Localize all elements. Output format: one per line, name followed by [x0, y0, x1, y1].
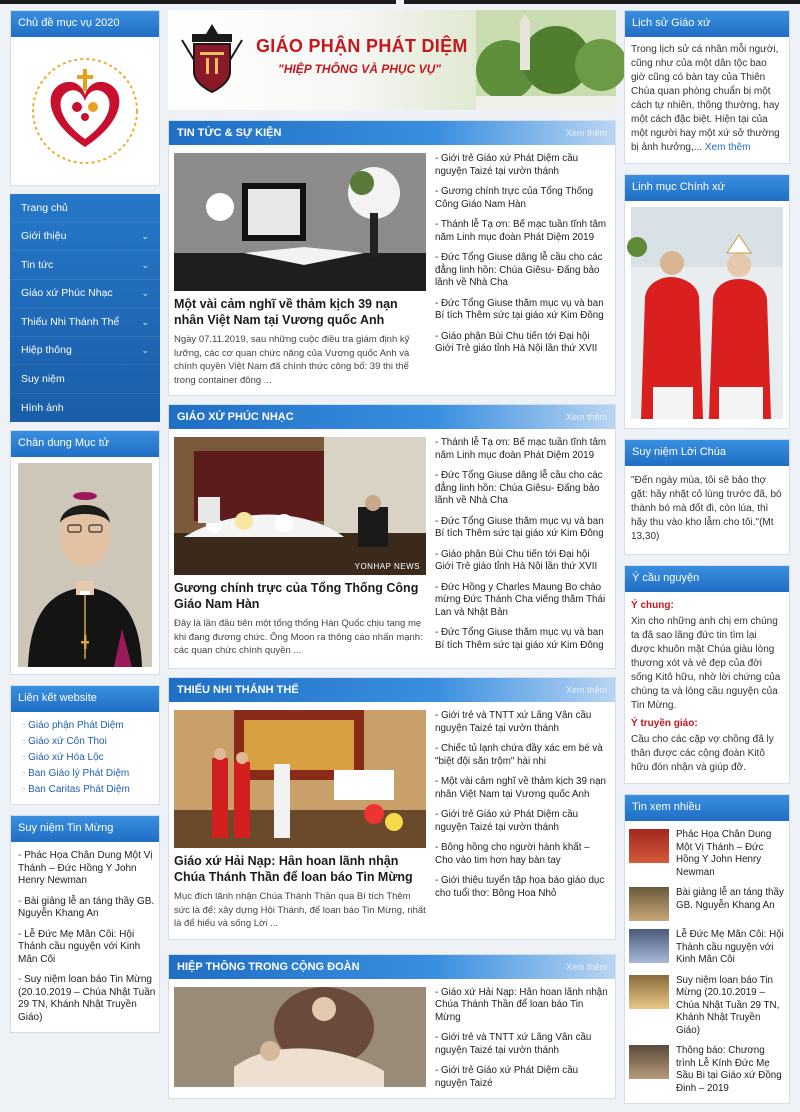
popular-box [624, 794, 790, 1104]
history-title: Lịch sử Giáo xứ [625, 11, 789, 37]
section-title[interactable]: TIN TỨC & SỰ KIỆN [177, 127, 282, 139]
popular-item[interactable] [629, 829, 785, 879]
theme-title: Chủ đề mục vụ 2020 [11, 11, 159, 37]
portrait-box [10, 430, 160, 675]
list-item[interactable]: - Giới trẻ Giáo xứ Phát Diệm cầu nguyện Taizé tại vườn thánh [435, 153, 610, 178]
link-item[interactable]: ○ Giáo xứ Hóa Lộc [21, 752, 152, 763]
pieta-statue-image-icon [174, 987, 426, 1087]
nav-item-communion[interactable] [10, 337, 160, 366]
list-item[interactable]: - Đức Tổng Giuse thăm mục vụ và ban Bí tích Thêm sức tại giáo xứ Kim Đông [435, 298, 610, 323]
gospel-item[interactable]: - Bài giảng lễ an táng thầy GB. Nguyễn Khang An [14, 896, 156, 921]
nav-label: Thiếu Nhi Thánh Thể [21, 315, 120, 328]
left-column [10, 10, 160, 1041]
nav-label: Tin tức [21, 258, 54, 271]
bishop-portrait[interactable] [18, 463, 152, 667]
section-title[interactable]: THIẾU NHI THÁNH THỂ [177, 684, 299, 696]
link-item[interactable]: ○ Giáo xứ Côn Thoi [21, 736, 152, 747]
list-item[interactable]: - Đức Tổng Giuse dâng lễ cầu cho các đẳng linh hồn: Chúa Giêsu- Đấng bảo lãnh về Nhà Cha [435, 470, 610, 508]
side-news-list [426, 987, 610, 1099]
nav-item-home[interactable] [10, 194, 160, 223]
prayer-general-label: Ý chung: [631, 600, 674, 611]
history-more-link[interactable]: Xem thêm [704, 142, 751, 153]
section-header [169, 121, 615, 145]
gospel-box [10, 815, 160, 1033]
link-item[interactable]: ○ Ban Caritas Phát Diệm [21, 784, 152, 795]
gospel-item[interactable]: - Suy niệm loan báo Tin Mừng (20.10.2019 – Chúa Nhật Tuần 29 TN, Khánh Nhật Truyền Giáo) [14, 974, 156, 1024]
history-text: Trong lịch sử cá nhân mỗi người, cũng như của một dân tộc bao giờ cũng có bàn tay của Thiên Chúa quan phòng chuẩn bị một cách tự nhiên, thông thường, hay một cách đặc biệt. Hiện tại của một người hay một xứ sở thường bị ảnh hưởng,... [631, 44, 780, 153]
word-box [624, 439, 790, 555]
thumbnail-icon [629, 887, 669, 921]
chevron-down-icon: ⌄ [141, 288, 149, 298]
list-item[interactable]: - Giáo phận Bùi Chu tiến tới Đại hội Giới Trẻ giáo tỉnh Hà Nội lần thứ XVII [435, 549, 610, 574]
image-credit: YONHAP NEWS [354, 562, 420, 571]
list-item[interactable]: - Giới trẻ và TNTT xứ Lãng Vân cầu nguyện Taizé tại vườn thánh [435, 1032, 610, 1057]
nav-item-photos[interactable] [10, 394, 160, 423]
list-item[interactable]: - Một vài cảm nghĩ về thảm kịch 39 nạn nhân Việt Nam tại Vương quốc Anh [435, 776, 610, 801]
section-title[interactable]: HIỆP THÔNG TRONG CỘNG ĐOÀN [177, 960, 360, 973]
list-item[interactable]: - Giới trẻ Giáo xứ Phát Diệm cầu nguyện Taizé [435, 1065, 610, 1090]
priest-title: Linh mục Chính xứ [625, 175, 789, 201]
popular-item[interactable] [629, 1045, 785, 1095]
list-item[interactable]: - Gương chính trực của Tổng Thống Công Giáo Nam Hàn [435, 186, 610, 211]
bishop-portrait-icon [18, 463, 152, 667]
list-item[interactable]: - Giáo phận Bùi Chu tiến tới Đại hội Giới Trẻ giáo tỉnh Hà Nội lần thứ XVII [435, 331, 610, 356]
church-trees-icon [476, 10, 616, 110]
list-item[interactable]: - Giới thiệu tuyển tập họa báo giáo dục cho tuổi thơ: Bông Hoa Nhỏ [435, 875, 610, 900]
nav-label: Hình ảnh [21, 401, 64, 414]
nav-label: Giới thiệu [21, 230, 67, 242]
popular-text: Suy niệm loan báo Tin Mừng (20.10.2019 – Chúa Nhật Tuần 29 TN, Khánh Nhật Truyền Giáo) [676, 974, 780, 1036]
list-item[interactable]: - Đức Tổng Giuse thăm mục vụ và ban Bí tích Thêm sức tại giáo xứ Kim Đông [435, 627, 610, 652]
gospel-item[interactable]: - Phác Họa Chân Dung Một Vị Thánh – Đức Hồng Y John Henry Newman [14, 850, 156, 888]
history-box [624, 10, 790, 164]
priest-box [624, 174, 790, 429]
chevron-down-icon: ⌄ [141, 345, 149, 355]
nav-label: Suy niệm [21, 372, 65, 385]
list-item[interactable]: - Giáo xứ Hải Nạp: Hân hoan lãnh nhận Chúa Thánh Thần để loan báo Tin Mừng [435, 987, 610, 1025]
chevron-down-icon: ⌄ [141, 231, 149, 241]
prayer-mission-label: Ý truyền giáo: [631, 718, 698, 729]
priests-photo-icon[interactable] [631, 207, 783, 419]
links-box [10, 685, 160, 805]
feature-title[interactable]: Một vài cảm nghĩ về thảm kịch 39 nạn nhân Việt Nam tại Vương quốc Anh [174, 297, 398, 327]
gospel-list [14, 850, 156, 1024]
list-item[interactable]: - Giới trẻ và TNTT xứ Lãng Vân cầu nguyện Taizé tại vườn thánh [435, 710, 610, 735]
list-item[interactable]: - Đức Hồng y Charles Maung Bo chào mừng Đức Thánh Cha viếng thăm Thái Lan và Nhật Bản [435, 582, 610, 620]
feature-image[interactable] [174, 437, 426, 575]
list-item[interactable]: - Thánh lễ Tạ ơn: Bế mạc tuần tĩnh tâm năm Linh mục đoàn Phát Diệm 2019 [435, 437, 610, 462]
links-list [18, 720, 152, 795]
popular-text: Phác Họa Chân Dung Một Vị Thánh – Đức Hồng Y John Henry Newman [676, 829, 772, 878]
gospel-item[interactable]: - Lễ Đức Mẹ Mân Côi: Hội Thánh cầu nguyện với Kinh Mân Côi [14, 929, 156, 967]
list-item[interactable]: - Giới trẻ Giáo xứ Phát Diệm cầu nguyện Taizé tại vườn thánh [435, 809, 610, 834]
see-more-link[interactable]: Xem thêm [565, 128, 607, 138]
see-more-link[interactable]: Xem thêm [565, 685, 607, 695]
section-title[interactable]: GIÁO XỨ PHÚC NHẠC [177, 411, 294, 423]
prayer-title: Ý cầu nguyện [625, 566, 789, 592]
main-nav [10, 194, 160, 422]
feature-title[interactable]: Gương chính trực của Tổng Thống Công Giáo Nam Hàn [174, 581, 419, 611]
thumbnail-icon [629, 829, 669, 863]
see-more-link[interactable]: Xem thêm [565, 961, 607, 972]
confirmation-mass-image-icon [174, 710, 426, 848]
banner-subtitle: "HIỆP THÔNG VÀ PHỤC VỤ" [278, 62, 441, 76]
condolence-book-image-icon [174, 153, 426, 291]
popular-title: Tin xem nhiều [625, 795, 789, 821]
news-section [168, 120, 616, 396]
diocese-coat-of-arms-icon [172, 20, 252, 100]
portrait-title: Chân dung Mục tử [11, 431, 159, 457]
main-column [168, 10, 616, 1107]
popular-item[interactable] [629, 887, 785, 921]
popular-item[interactable] [629, 929, 785, 967]
communion-section [168, 954, 616, 1100]
side-news-list [426, 153, 610, 387]
side-news-list [426, 710, 610, 931]
chevron-down-icon: ⌄ [141, 259, 149, 270]
right-column [624, 10, 790, 1112]
prayer-mission-text: Cầu cho các cặp vợ chồng đã ly thân được các cộng đoàn Kitô hữu đón nhận và giúp đỡ. [631, 734, 774, 773]
feature-title[interactable]: Giáo xứ Hải Nạp: Hân hoan lãnh nhận Chúa Thánh Thần để loan báo Tin Mừng [174, 854, 413, 884]
children-section [168, 677, 616, 940]
nav-label: Trang chủ [21, 201, 68, 214]
section-header [169, 405, 615, 429]
prayer-box [624, 565, 790, 784]
parish-section [168, 404, 616, 669]
list-item[interactable]: - Thánh lễ Tạ ơn: Bế mạc tuần tĩnh tâm năm Linh mục đoàn Phát Diệm 2019 [435, 219, 610, 244]
feature-desc: Ngày 07.11.2019, sau những cuộc điều tra giám định kỹ lưỡng, các cơ quan chức năng của Vương quốc Anh và chính quyền Việt Nam đã chính thức công bố: 39 thi thể trong container đông ... [174, 334, 410, 386]
list-item[interactable]: - Đức Tổng Giuse thăm mục vụ và ban Bí tích Thêm sức tại giáo xứ Kim Đông [435, 516, 610, 541]
section-header [169, 955, 615, 979]
links-title: Liên kết website [11, 686, 159, 712]
word-title: Suy niệm Lời Chúa [625, 440, 789, 466]
feature-image[interactable] [174, 987, 426, 1087]
feature-image[interactable] [174, 153, 426, 291]
feature-desc: Đây là lần đầu tiên một tổng thống Hàn Quốc chịu tang mẹ khi đang đương chức. Ông Moon ra thông cáo nhấn mạnh: các quan chức chính quyền ... [174, 618, 423, 656]
nav-item-children[interactable] [10, 308, 160, 337]
popular-text: Thông báo: Chương trình Lễ Kính Đức Mẹ Sầu Bi tại Giáo xứ Đồng Đinh – 2019 [676, 1045, 782, 1094]
theme-box [10, 10, 160, 186]
word-text: "Đến ngày mùa, tôi sẽ bảo thợ gặt: hãy nhặt cỏ lùng trước đã, bó thành bó mà đốt đi, còn lúa, thì hãy thu vào kho lẫm cho tôi."(Mt 13,30) [631, 475, 782, 542]
funeral-altar-image-icon [174, 437, 426, 575]
nav-label: Giáo xứ Phúc Nhạc [21, 287, 113, 299]
see-more-link[interactable]: Xem thêm [565, 412, 607, 422]
theme-logo [11, 37, 159, 185]
thumbnail-icon [629, 975, 669, 1009]
list-item[interactable]: - Bông hồng cho người hành khất – Cho vào tim hơn hay bàn tay [435, 842, 610, 867]
list-item[interactable]: - Đức Tổng Giuse dâng lễ cầu cho các đẳng linh hồn: Chúa Giêsu- Đấng bảo lãnh về Nhà Cha [435, 252, 610, 290]
gospel-title: Suy niệm Tin Mừng [11, 816, 159, 842]
popular-text: Bài giảng lễ an táng thầy GB. Nguyễn Khang An [676, 887, 784, 911]
popular-item[interactable] [629, 975, 785, 1038]
link-item[interactable]: ○ Ban Giáo lý Phát Diệm [21, 768, 152, 779]
heart-family-logo-icon [25, 51, 145, 171]
thumbnail-icon [629, 929, 669, 963]
nav-item-news[interactable] [10, 251, 160, 280]
top-bars [0, 0, 800, 4]
chevron-down-icon: ⌄ [141, 316, 149, 327]
side-news-list [426, 437, 610, 660]
nav-item-reflection[interactable] [10, 365, 160, 394]
nav-label: Hiệp thông [21, 344, 72, 356]
prayer-general-text: Xin cho những anh chị em chúng ta đã sao lãng đức tin tìm lại được khuôn mặt Chúa giàu lòng thương xót và vẻ đẹp của đời sống Kitô hữu, nhờ lời chứng của chúng ta và lòng cầu nguyện của Tin Mừng. [631, 616, 781, 711]
site-banner[interactable] [168, 10, 616, 110]
list-item[interactable]: - Chiếc tủ lạnh chứa đầy xác em bé và "biệt đội săn trộm" hài nhi [435, 743, 610, 768]
feature-desc: Mục đích lãnh nhận Chúa Thánh Thần qua Bí tích Thêm sức là để: xây dựng Hội Thánh, để loan báo Tin Mừng, nhất là để hiểu và sống Lời ... [174, 891, 426, 929]
nav-item-about[interactable] [10, 223, 160, 252]
link-item[interactable]: ○ Giáo phận Phát Diệm [21, 720, 152, 731]
thumbnail-icon [629, 1045, 669, 1079]
history-body [625, 37, 789, 163]
nav-item-parish[interactable] [10, 280, 160, 309]
section-header [169, 678, 615, 702]
feature-image[interactable] [174, 710, 426, 848]
banner-title: GIÁO PHẬN PHÁT DIỆM [256, 36, 468, 56]
popular-text: Lễ Đức Mẹ Mân Côi: Hội Thánh cầu nguyện với Kinh Mân Côi [676, 929, 784, 965]
